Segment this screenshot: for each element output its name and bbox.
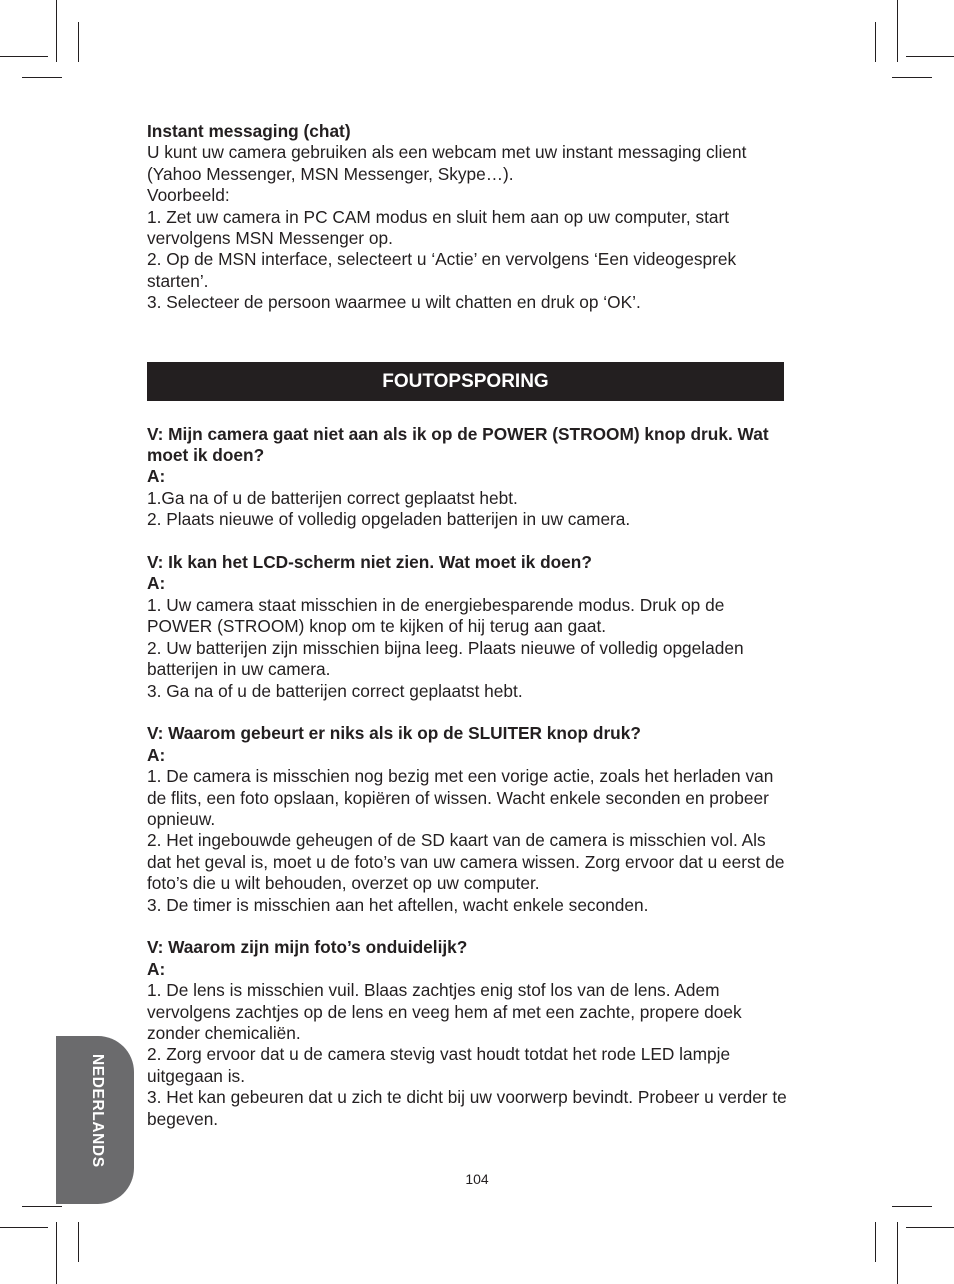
faq-answer-label: A: <box>147 744 166 765</box>
faq-answer-label: A: <box>147 466 166 487</box>
crop-mark <box>906 56 954 57</box>
faq-question: V: Ik kan het LCD-scherm niet zien. Wat moet ik doen? <box>147 552 592 573</box>
spacer <box>147 916 787 937</box>
spacer <box>147 531 787 552</box>
crop-mark <box>897 0 898 62</box>
faq-answer-line: 2. Uw batterijen zijn misschien bijna leeg. Plaats nieuwe of volledig opgeladen batterijen in uw camera. <box>147 637 744 680</box>
section-title-banner: FOUTOPSPORING <box>147 362 784 401</box>
faq-answer-line: 2. Zorg ervoor dat u de camera stevig vast houdt totdat het rode LED lampje uitgegaan is. <box>147 1044 731 1086</box>
intro-section <box>147 121 787 314</box>
faq-answer-line: 1. De lens is misschien vuil. Blaas zachtjes enig stof los van de lens. Adem vervolgens zachtjes op de lens en veeg hem af met een zachte, propere doek zonder chemicaliën. <box>147 980 742 1043</box>
faq-answer-line: 3. Het kan gebeuren dat u zich te dicht bij uw voorwerp bevindt. Probeer u verder te begeven. <box>147 1087 787 1129</box>
faq-item <box>147 552 787 702</box>
faq-answer-line: 3. Ga na of u de batterijen correct geplaatst hebt. <box>147 680 523 701</box>
crop-mark <box>0 56 48 57</box>
faq-answer-line: 1. Uw camera staat misschien in de energiebesparende modus. Druk op de POWER (STROOM) knop om te kijken of hij terug aan gaat. <box>147 594 725 637</box>
crop-mark <box>22 77 62 78</box>
faq-answer-line: 1.Ga na of u de batterijen correct geplaatst hebt. <box>147 487 518 508</box>
faq-question: V: Waarom gebeurt er niks als ik op de SLUITER knop druk? <box>147 723 641 744</box>
intro-line: Voorbeeld: <box>147 185 230 206</box>
crop-mark <box>22 1206 62 1207</box>
spacer <box>147 702 787 723</box>
intro-line: 3. Selecteer de persoon waarmee u wilt chatten en druk op ‘OK’. <box>147 292 641 313</box>
intro-line: 1. Zet uw camera in PC CAM modus en sluit hem aan op uw computer, start vervolgens MSN Messenger op. <box>147 206 730 249</box>
faq-answer-line: 2. Plaats nieuwe of volledig opgeladen batterijen in uw camera. <box>147 509 631 530</box>
crop-mark <box>56 0 57 62</box>
crop-mark <box>897 1222 898 1284</box>
crop-mark <box>0 1227 48 1228</box>
crop-mark <box>78 1222 79 1262</box>
crop-mark <box>875 22 876 62</box>
faq-answer-line: 3. De timer is misschien aan het aftellen, wacht enkele seconden. <box>147 894 649 915</box>
crop-mark <box>906 1227 954 1228</box>
crop-mark <box>56 1222 57 1284</box>
page-content <box>147 121 787 1130</box>
intro-line: U kunt uw camera gebruiken als een webcam met uw instant messaging client (Yahoo Messenger, MSN Messenger, Skype…). <box>147 142 747 184</box>
faq-question: V: Waarom zijn mijn foto’s onduidelijk? <box>147 937 468 958</box>
faq-question: V: Mijn camera gaat niet aan als ik op de POWER (STROOM) knop druk. Wat moet ik doen? <box>147 423 769 466</box>
faq-item <box>147 723 787 916</box>
crop-mark <box>892 77 932 78</box>
spacer <box>147 314 787 362</box>
faq-item <box>147 424 787 531</box>
crop-mark <box>892 1206 932 1207</box>
faq-answer-label: A: <box>147 958 166 979</box>
page-number: 104 <box>465 1171 489 1187</box>
intro-heading: Instant messaging (chat) <box>147 121 351 141</box>
crop-mark <box>875 1222 876 1262</box>
intro-line: 2. Op de MSN interface, selecteert u ‘Actie’ en vervolgens ‘Een videogesprek starten’. <box>147 249 737 291</box>
crop-mark <box>78 22 79 62</box>
faq-answer-line: 2. Het ingebouwde geheugen of de SD kaart van de camera is misschien vol. Als dat het geval is, moet u de foto’s van uw camera wissen. Zorg ervoor dat u eerst de foto’s die u wilt behouden, overzet op uw computer. <box>147 830 785 894</box>
faq-item <box>147 937 787 1130</box>
faq-answer-line: 1. De camera is misschien nog bezig met een vorige actie, zoals het herladen van de flits, een foto opslaan, kopiëren of wissen. Wacht enkele seconden en probeer opnieuw. <box>147 766 774 829</box>
faq-answer-label: A: <box>147 573 166 594</box>
language-side-tab-label: NEDERLANDS <box>89 1054 106 1168</box>
